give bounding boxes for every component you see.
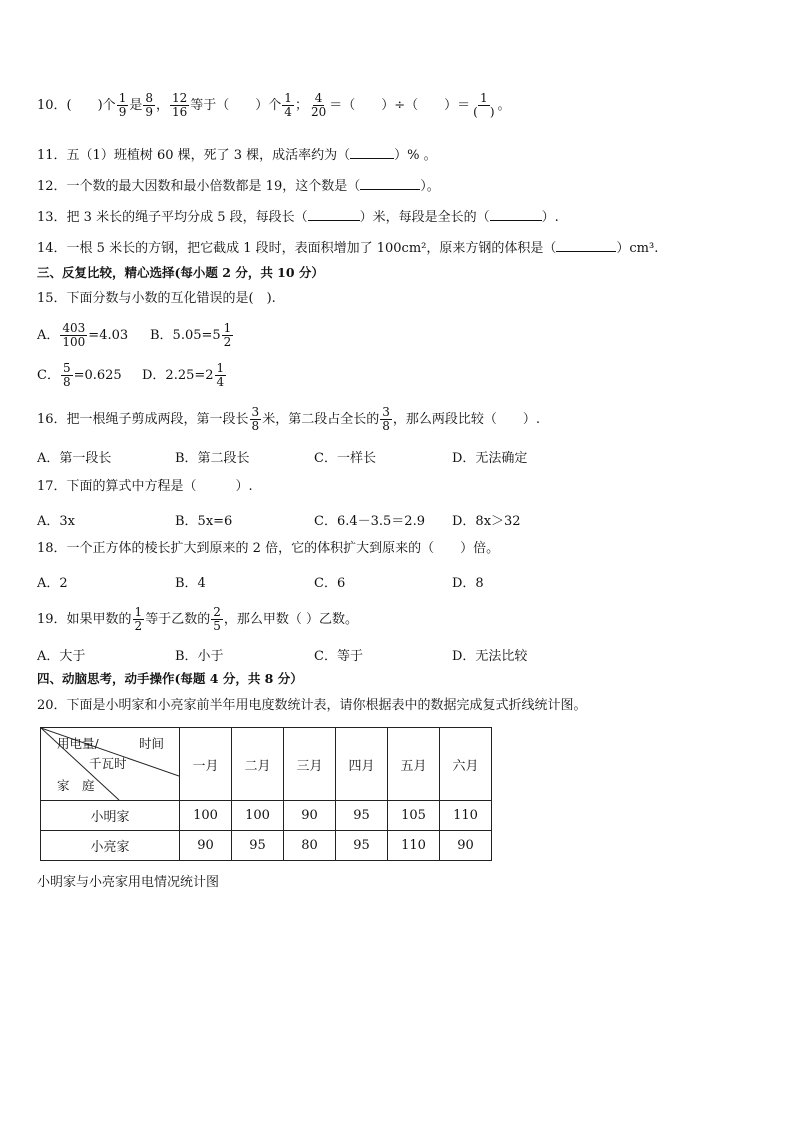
option-15-a[interactable]: A． $\frac{403}{100}$ =4.03: [37, 321, 129, 349]
option-16-c[interactable]: C．一样长: [314, 451, 376, 466]
answer-blank[interactable]: [556, 239, 616, 252]
table-header-month: 五月: [388, 728, 440, 801]
section-4-heading: 四、动脑思考，动手操作(每题 4 分，共 8 分）: [37, 671, 303, 686]
answer-blank[interactable]: [490, 208, 542, 221]
table-cell: 95: [336, 801, 388, 831]
question-10: 10．( )个 $\frac{1}{9}$ 是 $\frac{8}{9}$ ， $\frac{12}{16}$ 等于（ ）个 $\frac{1}{4}$ ； $\frac{4}{20}$ ＝（ ）÷（ ）＝ $\frac{1}{( )}$ 。: [37, 91, 511, 119]
answer-blank[interactable]: [350, 146, 394, 159]
electricity-usage-table: [40, 727, 492, 861]
option-18-d[interactable]: D．8: [452, 576, 484, 591]
table-header-month: 一月: [180, 728, 232, 801]
table-cell: 80: [284, 831, 336, 861]
fraction: $\frac{1}{9}$: [118, 91, 127, 119]
question-16-stem: 16．把一根绳子剪成两段，第一段长 $\frac{3}{8}$ 米，第二段占全长的 $\frac{3}{8}$ ，那么两段比较（ ）.: [37, 405, 540, 433]
table-cell: 90: [180, 831, 232, 861]
option-19-c[interactable]: C．等于: [314, 649, 363, 664]
answer-blank[interactable]: [360, 177, 420, 190]
question-20-stem: 20．下面是小明家和小亮家前半年用电度数统计表，请你根据表中的数据完成复式折线统计图。: [37, 698, 587, 713]
question-19-stem: 19．如果甲数的 $\frac{1}{2}$ 等于乙数的 $\frac{2}{5}$ ，那么甲数（ ）乙数。: [37, 605, 358, 633]
table-row: [41, 801, 492, 831]
question-14: 14．一根 5 米长的方钢，把它截成 1 段时，表面积增加了 100cm²，原来方钢的体积是（ ）cm³.: [37, 241, 659, 256]
option-16-b[interactable]: B．第二段长: [175, 451, 250, 466]
table-row-label: 小明家: [41, 801, 180, 831]
table-header-month: 六月: [440, 728, 492, 801]
option-18-a[interactable]: A．2: [37, 576, 68, 591]
question-18-stem: 18．一个正方体的棱长扩大到原来的 2 倍，它的体积扩大到原来的（ ）倍。: [37, 541, 500, 556]
table-header-month: 三月: [284, 728, 336, 801]
table-cell: 100: [180, 801, 232, 831]
question-13: 13．把 3 米长的绳子平均分成 5 段，每段长（ ）米，每段是全长的（ ）.: [37, 210, 559, 225]
option-15-c[interactable]: C． $\frac{5}{8}$ =0.625: [37, 361, 122, 389]
fraction: $\frac{1}{4}$: [284, 91, 292, 119]
question-15-stem: 15．下面分数与小数的互化错误的是( ).: [37, 291, 276, 306]
option-16-a[interactable]: A．第一段长: [37, 451, 112, 466]
fraction: $\frac{4}{20}$: [310, 91, 327, 119]
fraction: $\frac{1}{( )}$: [473, 91, 495, 119]
chart-caption: 小明家与小亮家用电情况统计图: [37, 875, 220, 890]
fraction: $\frac{8}{9}$: [145, 91, 153, 119]
question-11: 11．五（1）班植树 60 棵，死了 3 棵，成活率约为（ ）% 。: [37, 148, 437, 163]
table-cell: 90: [284, 801, 336, 831]
question-12: 12．一个数的最大因数和最小倍数都是 19，这个数是（ ）。: [37, 179, 440, 194]
option-18-b[interactable]: B．4: [175, 576, 206, 591]
option-19-b[interactable]: B．小于: [175, 649, 224, 664]
table-cell: 105: [388, 801, 440, 831]
option-17-c[interactable]: C．6.4－3.5＝2.9: [314, 514, 425, 529]
table-header-month: 四月: [336, 728, 388, 801]
table-cell: 110: [388, 831, 440, 861]
option-17-d[interactable]: D．8x＞32: [452, 514, 521, 529]
table-cell: 90: [440, 831, 492, 861]
table-row-label: 小亮家: [41, 831, 180, 861]
table-cell: 100: [232, 801, 284, 831]
table-row: [41, 831, 492, 861]
option-17-a[interactable]: A．3x: [37, 514, 75, 529]
option-16-d[interactable]: D．无法确定: [452, 451, 528, 466]
option-19-a[interactable]: A．大于: [37, 649, 86, 664]
table-cell: 110: [440, 801, 492, 831]
table-diagonal-header: 用电量/ 时间 千瓦时 家 庭: [41, 728, 180, 801]
option-15-d[interactable]: D．2.25=2 $\frac{1}{4}$: [142, 361, 225, 389]
table-cell: 95: [232, 831, 284, 861]
answer-blank[interactable]: [308, 208, 360, 221]
section-3-heading: 三、反复比较，精心选择(每小题 2 分，共 10 分）: [37, 265, 324, 280]
option-15-b[interactable]: B．5.05=5 $\frac{1}{2}$: [150, 321, 232, 349]
table-cell: 95: [336, 831, 388, 861]
fraction: $\frac{12}{16}$: [172, 91, 188, 119]
question-17-stem: 17．下面的算式中方程是（ ）.: [37, 479, 253, 494]
option-18-c[interactable]: C．6: [314, 576, 346, 591]
option-17-b[interactable]: B．5x=6: [175, 514, 233, 529]
option-19-d[interactable]: D．无法比较: [452, 649, 528, 664]
table-header-month: 二月: [232, 728, 284, 801]
